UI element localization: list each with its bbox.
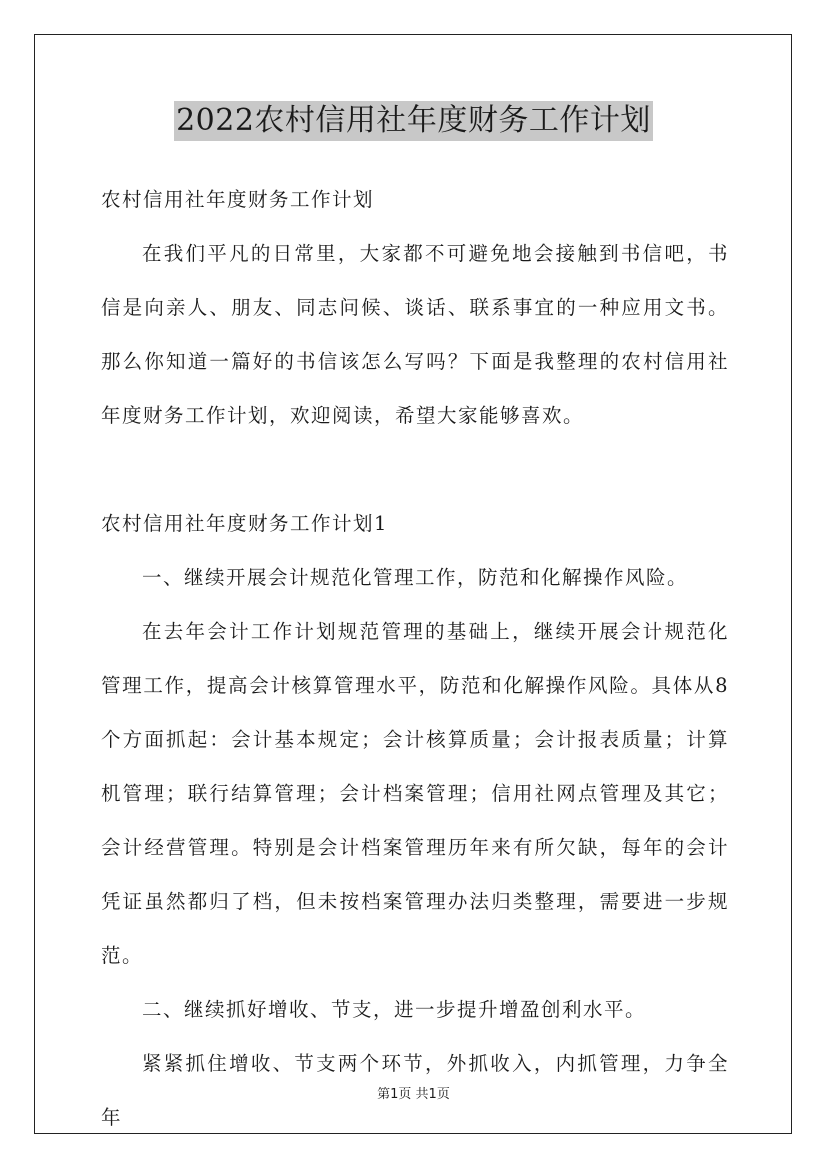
point1-body: 在去年会计工作计划规范管理的基础上，继续开展会计规范化管理工作，提高会计核算管理水平，防范和化解操作风险。具体从8个方面抓起：会计基本规定；会计核算质量；会计报表质量；计算机管理；联行结算管理；会计档案管理；信用社网点管理及其它；会计经营管理。特别是会计档案管理历年来有所欠缺，每年的会计凭证虽然都归了档，但未按档案管理办法归类整理，需要进一步规范。	[101, 620, 729, 967]
document-body	[101, 173, 729, 1145]
section-heading: 农村信用社年度财务工作计划1	[101, 512, 388, 535]
intro-paragraph: 在我们平凡的日常里，大家都不可避免地会接触到书信吧，书信是向亲人、朋友、同志问候、谈话、联系事宜的一种应用文书。那么你知道一篇好的书信该怎么写吗？下面是我整理的农村信用社年度财务工作计划，欢迎阅读，希望大家能够喜欢。	[101, 242, 729, 427]
paragraph-spacer	[101, 443, 729, 497]
point2-body: 紧紧抓住增收、节支两个环节，外抓收入，内抓管理，力争全年	[101, 1052, 729, 1129]
point2-heading: 二、继续抓好增收、节支，进一步提升增盈创利水平。	[142, 998, 647, 1021]
document-subtitle: 农村信用社年度财务工作计划	[101, 188, 375, 211]
point1-heading: 一、继续开展会计规范化管理工作，防范和化解操作风险。	[142, 566, 689, 589]
page-footer	[0, 1083, 827, 1102]
page-number: 第1页 共1页	[377, 1087, 450, 1102]
document-title: 2022农村信用社年度财务工作计划	[174, 101, 653, 141]
title-container	[0, 101, 827, 141]
